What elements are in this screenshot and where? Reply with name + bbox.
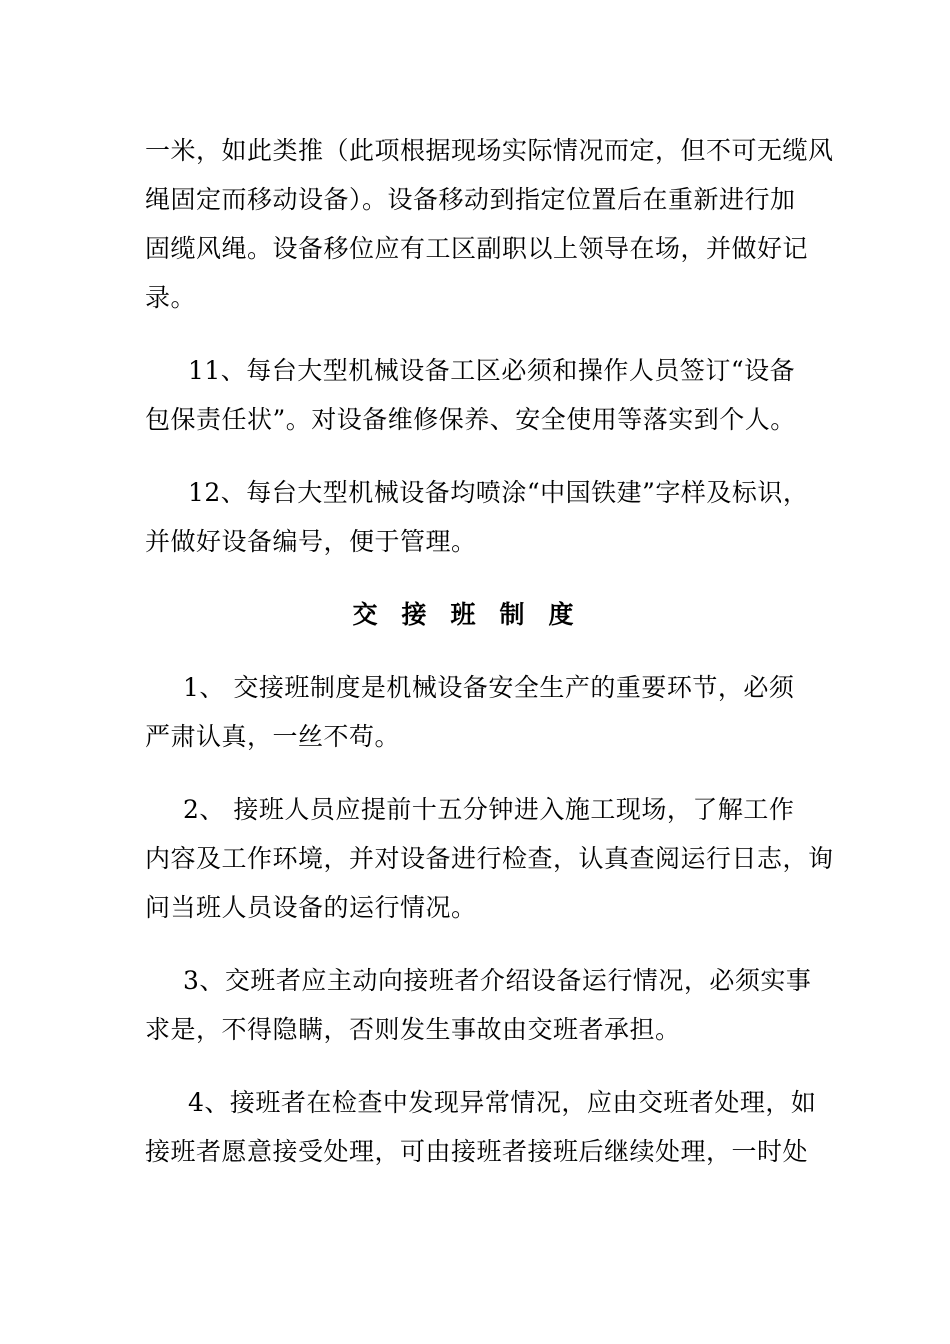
section-item-3-line: 求是，不得隐瞒，否则发生事故由交班者承担。 (145, 1015, 681, 1044)
paragraph-line: 一米，如此类推（此项根据现场实际情况而定，但不可无缆风 (145, 136, 834, 165)
section-item-1-line: 严肃认真，一丝不苟。 (145, 722, 401, 751)
section-item-2-line: 问当班人员设备的运行情况。 (145, 893, 477, 922)
item-12-line: 并做好设备编号，便于管理。 (145, 527, 477, 556)
paragraph-line: 录。 (145, 283, 197, 312)
item-11-line: 包保责任状”。对设备维修保养、安全使用等落实到个人。 (145, 405, 796, 434)
section-item-2-line: 2、 接班人员应提前十五分钟进入施工现场，了解工作 (183, 795, 795, 824)
section-item-1-line: 1、 交接班制度是机械设备安全生产的重要环节，必须 (183, 673, 795, 702)
paragraph-line: 固缆风绳。设备移位应有工区副职以上领导在场，并做好记 (145, 234, 809, 263)
section-item-4-line: 接班者愿意接受处理，可由接班者接班后继续处理，一时处 (145, 1137, 809, 1166)
section-item-2-line: 内容及工作环境，并对设备进行检查，认真查阅运行日志，询 (145, 844, 834, 873)
section-item-4-line: 4、接班者在检查中发现异常情况，应由交班者处理，如 (188, 1088, 817, 1117)
paragraph-line: 绳固定而移动设备）。设备移动到指定位置后在重新进行加 (145, 185, 796, 214)
item-11-line: 11、每台大型机械设备工区必须和操作人员签订“设备 (188, 356, 796, 385)
section-title: 交接班制度 (352, 600, 598, 629)
item-12-line: 12、每台大型机械设备均喷涂“中国铁建”字样及标识， (188, 478, 809, 507)
section-item-3-line: 3、交班者应主动向接班者介绍设备运行情况，必须实事 (183, 966, 812, 995)
